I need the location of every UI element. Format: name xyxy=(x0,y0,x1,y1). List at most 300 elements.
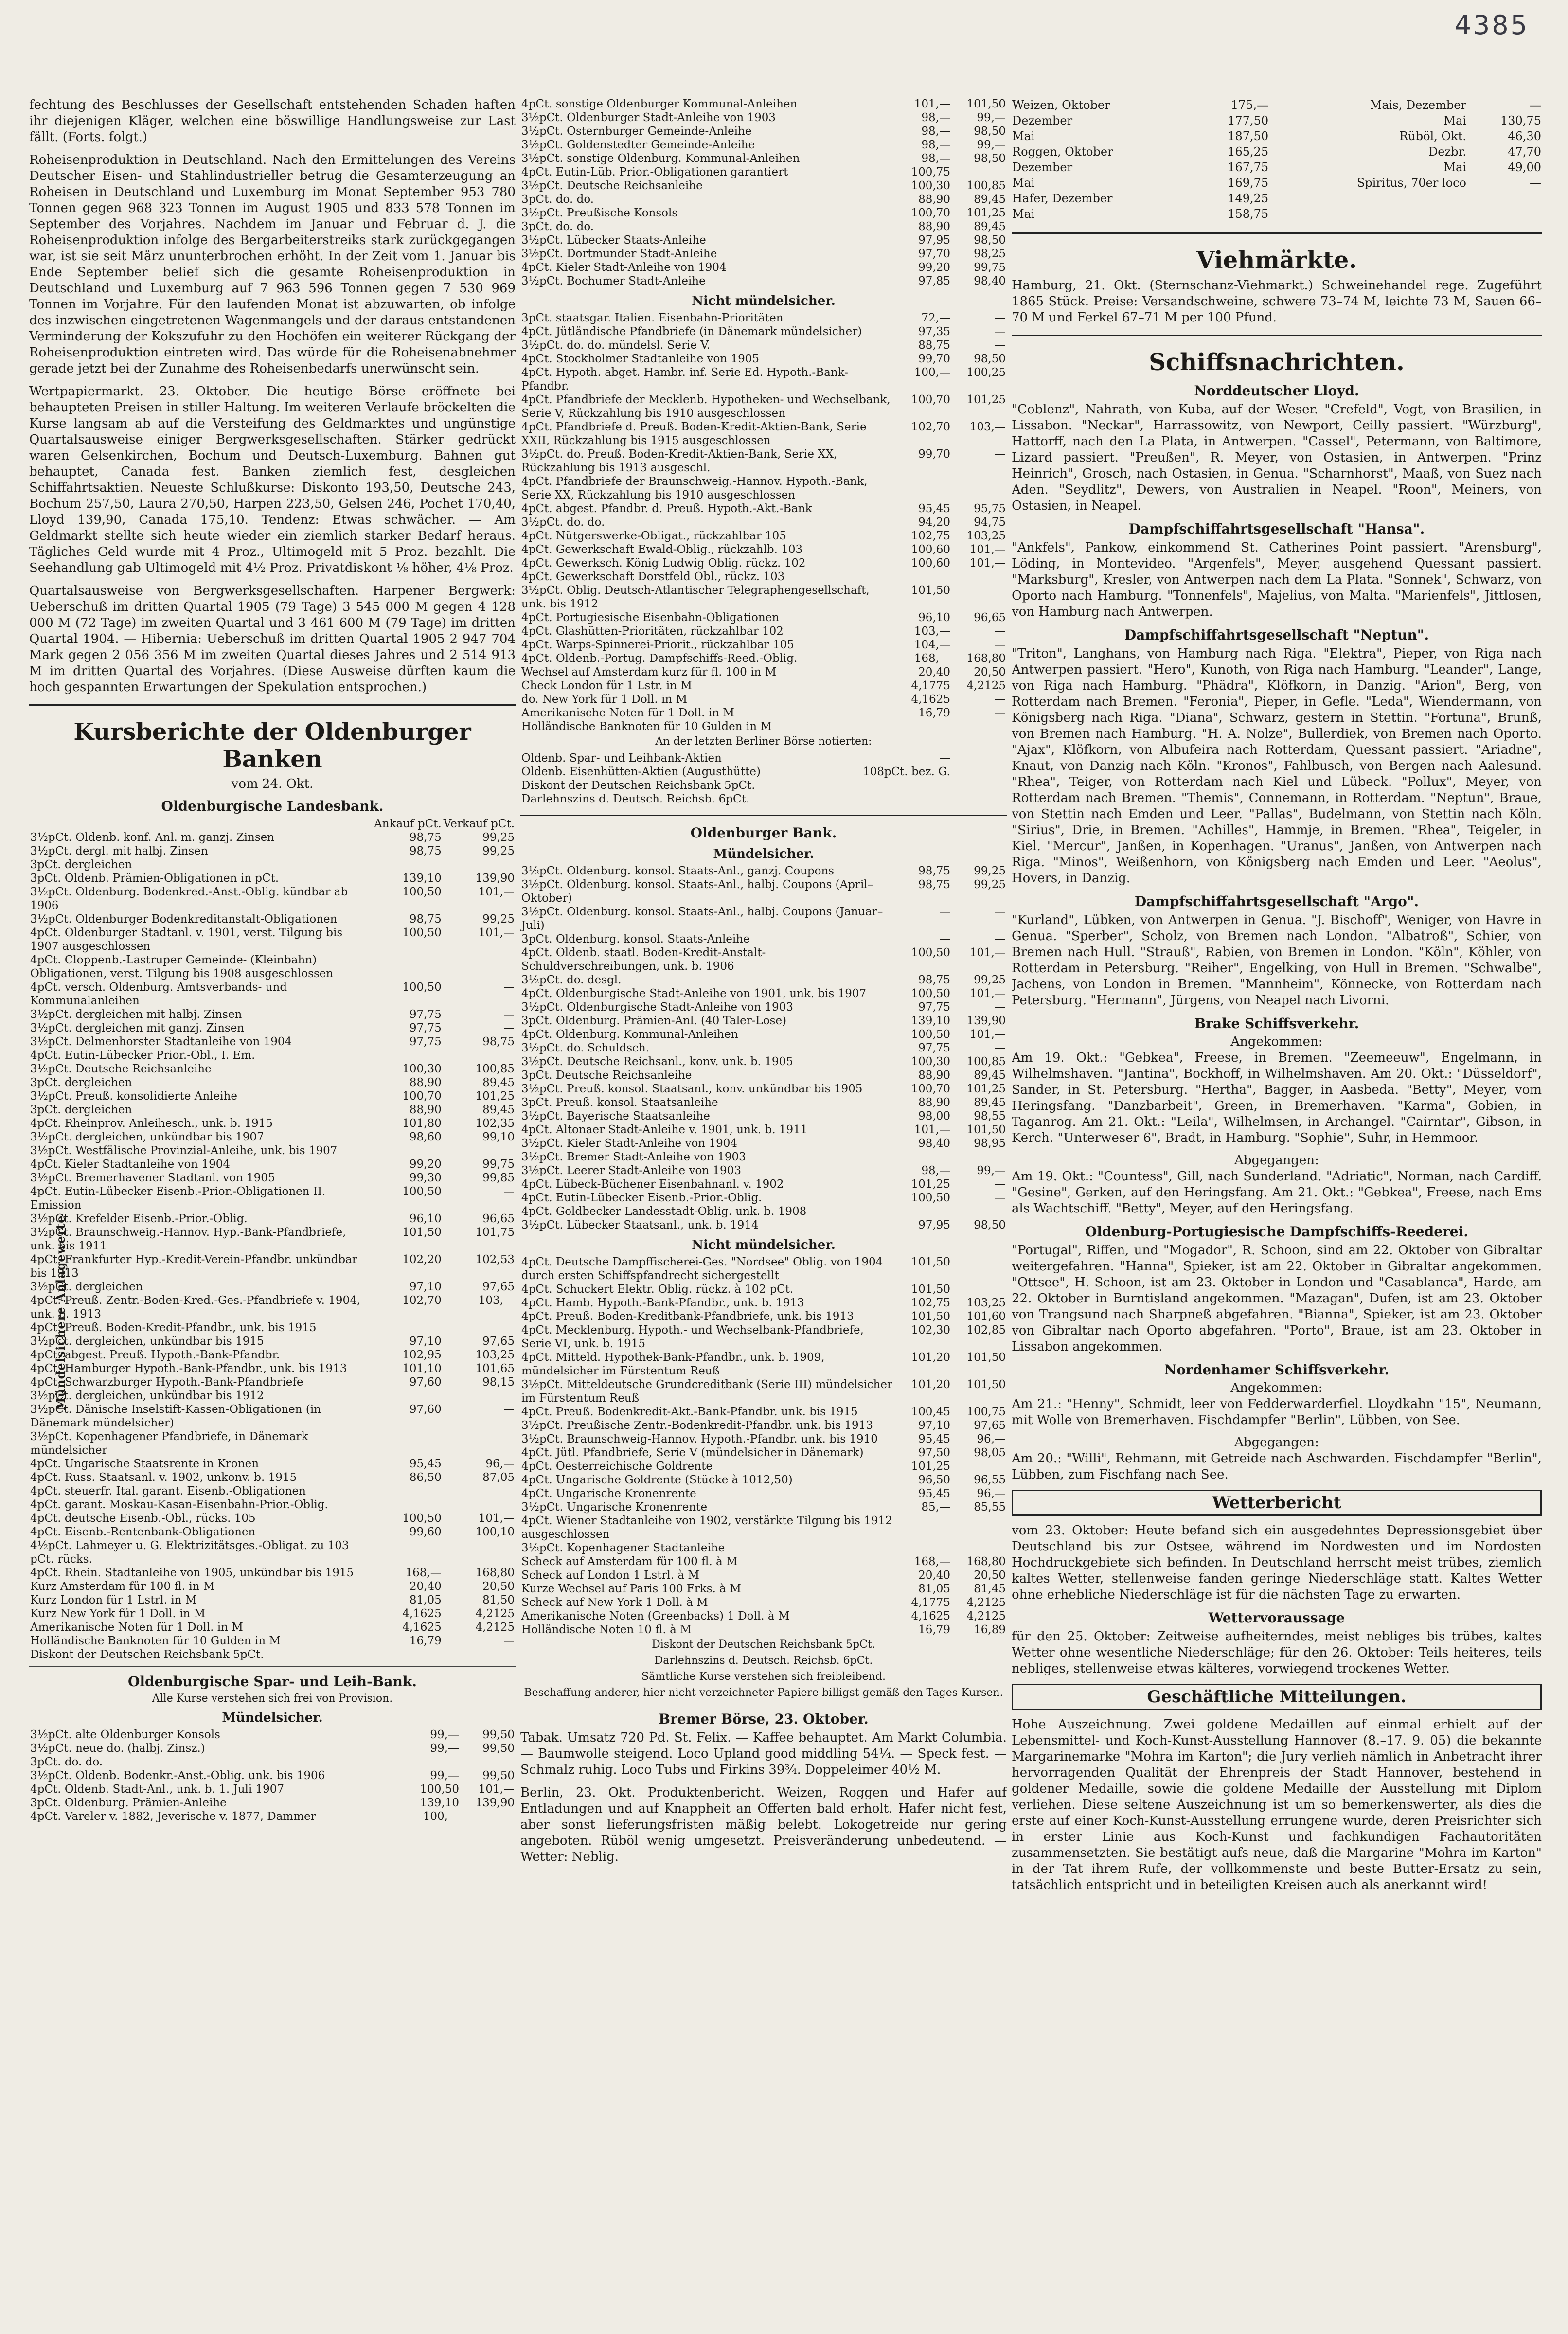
table-row xyxy=(520,1310,1007,1323)
price-cell: 97,95 xyxy=(918,234,950,247)
price-cell: Dezbr. xyxy=(1428,145,1466,159)
business-heading: Geschäftliche Mitteilungen. xyxy=(1012,1684,1542,1710)
table-row xyxy=(520,1473,1007,1487)
security-name: 4pCt. Hamb. Hypoth.-Bank-Pfandbr., unk. b. 1913 xyxy=(521,1297,804,1309)
price-cell: 99,25 xyxy=(974,974,1006,986)
security-name: Dezember xyxy=(1012,114,1073,127)
price-cell: 101,10 xyxy=(402,1362,442,1375)
table-row xyxy=(29,1117,516,1130)
rates-table xyxy=(520,97,1007,288)
price-cell: 86,50 xyxy=(409,1471,442,1484)
security-name: 3½pCt. Braunschweig.-Hannov. Hyp.-Bank-Pfandbriefe, unk. bis 1911 xyxy=(30,1226,346,1252)
price-cell: 98,— xyxy=(921,1164,950,1177)
price-cell: 87,05 xyxy=(482,1471,515,1484)
security-name: 3pCt. Oldenburg. konsol. Staats-Anleihe xyxy=(521,933,750,945)
rates-table xyxy=(29,817,516,1661)
table-row xyxy=(520,905,1007,932)
price-cell: 20,40 xyxy=(918,1569,950,1582)
table-row xyxy=(520,693,1007,706)
price-cell: — xyxy=(995,693,1006,706)
table-row xyxy=(29,1144,516,1158)
security-name: 4pCt. Eisenb.-Rentenbank-Obligationen xyxy=(30,1526,256,1538)
bank-name: Oldenburger Bank. xyxy=(690,825,837,841)
table-row xyxy=(520,751,1007,765)
table-row xyxy=(520,765,1007,779)
table-row xyxy=(520,475,1007,502)
column-2 xyxy=(520,97,1007,2315)
price-cell: 104,— xyxy=(914,639,950,651)
table-row xyxy=(29,1335,516,1348)
table-row xyxy=(520,1555,1007,1568)
table-row xyxy=(520,1541,1007,1555)
price-cell: 81,05 xyxy=(409,1594,442,1606)
table-row xyxy=(29,1512,516,1525)
security-name: 4pCt. Deutsche Dampffischerei-Ges. "Nordsee" Oblig. von 1904 durch ersten Schiffspfandrecht sichergestellt xyxy=(521,1256,883,1282)
price-cell xyxy=(443,1389,516,1403)
price-cell xyxy=(373,1049,443,1062)
price-cell xyxy=(951,165,1007,179)
price-cell: 95,45 xyxy=(918,1487,950,1500)
security-name: 3½pCt. dergleichen mit ganzj. Zinsen xyxy=(30,1022,245,1034)
table-row xyxy=(520,247,1007,261)
price-cell: 101,25 xyxy=(966,1083,1006,1095)
price-cell: — xyxy=(503,1022,515,1034)
price-cell: 102,85 xyxy=(966,1324,1006,1336)
security-name: 4pCt. sonstige Oldenburger Kommunal-Anleihen xyxy=(521,98,798,110)
price-cell xyxy=(1269,206,1467,222)
price-cell: — xyxy=(995,448,1006,461)
price-cell: 101,65 xyxy=(475,1362,515,1375)
price-cell: 168,80 xyxy=(475,1567,515,1579)
divider xyxy=(29,1666,516,1667)
table-row xyxy=(29,1035,516,1049)
price-cell: — xyxy=(995,1042,1006,1054)
price-cell: — xyxy=(939,752,950,765)
security-name: Amerikanische Noten für 1 Doll. in M xyxy=(30,1621,243,1634)
bank-footnote: Darlehnszins d. Deutsch. Reichsb. 6pCt. xyxy=(654,1655,873,1667)
security-name: 4pCt. deutsche Eisenb.-Obl., rücks. 105 xyxy=(30,1512,256,1525)
price-cell: 158,75 xyxy=(1228,207,1269,221)
price-cell xyxy=(951,751,1007,765)
table-row xyxy=(520,1000,1007,1014)
price-cell: 98,00 xyxy=(918,1110,950,1122)
security-name: Holländische Banknoten für 10 Gulden in M xyxy=(521,720,772,733)
rates-table xyxy=(520,311,1007,733)
security-name: Scheck auf London 1 Lstrl. à M xyxy=(521,1569,699,1582)
security-name: 3½pCt. do. do. xyxy=(521,516,605,529)
subsection-label: Mündelsicher. xyxy=(222,1710,323,1725)
price-cell xyxy=(443,1321,516,1335)
price-cell: 98,50 xyxy=(974,152,1006,165)
sub-label: Angekommen: xyxy=(1230,1381,1323,1395)
security-name: 3½pCt. Oblig. Deutsch-Atlantischer Telegraphengesellschaft, unk. bis 1912 xyxy=(521,584,870,610)
price-cell xyxy=(1467,191,1542,206)
table-row xyxy=(520,420,1007,447)
price-cell: 99,— xyxy=(977,139,1006,151)
price-cell: 16,79 xyxy=(409,1635,442,1647)
price-cell: 97,75 xyxy=(918,1001,950,1014)
price-cell: 100,85 xyxy=(966,179,1006,192)
table-row xyxy=(520,1177,1007,1191)
table-row xyxy=(520,1164,1007,1177)
table-row xyxy=(29,1321,516,1335)
price-cell: 101,50 xyxy=(966,98,1006,110)
price-cell: 99,— xyxy=(977,1164,1006,1177)
security-name: 4pCt. Hypoth. abget. Hambr. inf. Serie Ed. Hypoth.-Bank-Pfandbr. xyxy=(521,366,848,392)
price-cell: 100,70 xyxy=(911,207,950,219)
table-row xyxy=(29,1226,516,1253)
price-cell xyxy=(443,953,516,980)
price-cell: 167,75 xyxy=(1228,160,1269,174)
price-cell: 4,1775 xyxy=(911,679,950,692)
security-name: 4pCt. Jütländische Pfandbriefe (in Dänemark mündelsicher) xyxy=(521,325,862,338)
price-cell: 99,85 xyxy=(482,1172,515,1184)
rates-table xyxy=(520,864,1007,1232)
subsection-label: Nicht mündelsicher. xyxy=(692,1238,836,1252)
price-cell xyxy=(862,779,951,792)
company-heading: Dampfschiffahrtsgesellschaft "Argo". xyxy=(1134,893,1419,909)
price-cell: Mais, Dezember xyxy=(1370,98,1466,112)
security-name: 3½pCt. Kieler Stadt-Anleihe von 1904 xyxy=(521,1137,737,1150)
price-cell: Spiritus, 70er loco xyxy=(1356,176,1466,190)
security-name: 4pCt. Stockholmer Stadtanleihe von 1905 xyxy=(521,353,759,365)
table-row xyxy=(520,1460,1007,1473)
price-cell: 89,45 xyxy=(974,1069,1006,1082)
article-paragraph: Roheisenproduktion in Deutschland. Nach den Ermittelungen des Vereins Deutscher Eisen- und Stahlindustrieller betrug die Gesamterzeugung an Roheisen in Deutschland und Luxemburg im Monat September 953 780 Tonnen gegen 968 323 Tonnen im August 1905 und 833 578 Tonnen im September des Vorjahres. Nachdem im Januar und Februar d. J. die Roheisenproduktion infolge des Bergarbeiterstreiks stark zurückgegangen war, ist sie seit März ununterbrochen erhöht. In der Zeit vom 1. Januar bis Ende September belief sich die gesamte Roheisenproduktion in Deutschland und Luxemburg auf 7 963 596 Tonnen gegen 7 530 969 Tonnen im Vorjahre. Für den laufenden Monat ist abzuwarten, ob infolge des inzwischen eingetretenen Wagenmangels und der daraus entstandenen Verminderung der Kokszufuhr zu den Hochöfen ein weiterer Rückgang der Roheisenproduktion eintreten wird. Das würde für die Roheisenabnehmer gerade jetzt bei der Zunahme des Roheisenbedarfs unerwünscht sein. xyxy=(29,153,516,376)
bourse-note: An der letzten Berliner Börse notierten: xyxy=(655,735,872,748)
company-heading: Dampfschiffahrtsgesellschaft "Neptun". xyxy=(1124,627,1429,643)
security-name: 4pCt. Mecklenburg. Hypoth.- und Wechselbank-Pfandbriefe, Serie VI, unk. b. 1915 xyxy=(521,1324,864,1350)
price-cell: 99,25 xyxy=(482,831,515,844)
table-row xyxy=(520,1255,1007,1283)
security-name: 3½pCt. Preuß. konsolidierte Anleihe xyxy=(30,1090,237,1103)
security-name: 3½pCt. Oldenburger Bodenkreditanstalt-Obligationen xyxy=(30,913,338,926)
security-name: 4pCt. Oldenburger Stadtanl. v. 1901, verst. Tilgung bis 1907 ausgeschlossen xyxy=(30,926,343,953)
price-cell: 81,45 xyxy=(974,1583,1006,1595)
price-cell: 97,50 xyxy=(918,1446,950,1459)
price-cell: 101,— xyxy=(969,557,1006,570)
price-cell xyxy=(373,953,443,980)
table-row xyxy=(520,366,1007,393)
price-cell: 89,45 xyxy=(482,1104,515,1116)
price-cell: 20,50 xyxy=(974,666,1006,678)
business-text: Hohe Auszeichnung. Zwei goldene Medaillen auf einmal erhielt auf der Lebensmittel- und Koch-Kunst-Ausstellung Hannover (8.–17. 9. 05) die bekannte Margarinemarke "Mohra im Karton"; die Jury verlieh nämlich in Anbetracht ihrer hervorragenden Qualität der Ehrenpreis der Stadt Hannover, bestehend in goldener Medaille, sowie die goldene Medaille der Ausstellung mit Diplom verliehen. Diese seltene Auszeichnung ist um so bemerkenswerter, als dies die erste auf einer Koch-Kunst-Ausstellung errungene wurde, deren Preisrichter sich in erster Linie aus Koch-Kunst und fachkundigen Fachautoritäten zusammensetzten. Sie bestätigt aufs neue, daß die Margarine "Mohra im Karton" in der Tat ihrem Rufe, der vollkommenste und beste Butter-Ersatz zu sein, tatsächlich entspricht und in beteiligten Kreisen auch als anerkannt wird! xyxy=(1012,1717,1542,1892)
table-row xyxy=(520,1609,1007,1623)
table-row xyxy=(520,206,1007,220)
forecast-text: für den 25. Oktober: Zeitweise aufheiterndes, meist nebliges bis trübes, kaltes Wetter ohne wesentliche Niederschläge; für den 26. Oktober: Teils heiteres, teils nebliges, stellenweise etwas kälteres, vorwiegend trockenes Wetter. xyxy=(1012,1629,1542,1676)
table-row xyxy=(29,1742,516,1755)
security-name: Amerikanische Noten (Greenbacks) 1 Doll. à M xyxy=(521,1610,790,1622)
price-cell xyxy=(373,1389,443,1403)
price-cell: 20,50 xyxy=(974,1569,1006,1582)
price-cell: 4,2125 xyxy=(475,1607,515,1620)
security-name: 3½pCt. Ungarische Kronenrente xyxy=(521,1501,708,1514)
table-row xyxy=(520,1096,1007,1109)
price-cell: 47,70 xyxy=(1508,145,1541,159)
security-name: 3½pCt. Bremer Stadt-Anleihe von 1903 xyxy=(521,1151,746,1163)
security-name: 3½pCt. neue do. (halbj. Zinsz.) xyxy=(30,1742,205,1755)
security-name: 3½pCt. do. desgl. xyxy=(521,974,622,986)
table-row xyxy=(520,311,1007,325)
price-cell: 98,75 xyxy=(918,865,950,877)
market-text: Berlin, 23. Okt. Produktenbericht. Weizen, Roggen und Hafer auf Entladungen und auf Knappheit an Offerten bald erholt. Hafer nicht fest, aber sonst lieferungsfristen mäßig belebt. Lokogetreide nur gering angeboten. Rüböl wenig umgesetzt. Preisveränderung unbedeutend. — Wetter: Neblig. xyxy=(520,1785,1007,1864)
security-name: Check London für 1 Lstr. in M xyxy=(521,679,692,692)
security-name: Hafer, Dezember xyxy=(1012,192,1113,205)
security-name: 3pCt. do. do. xyxy=(521,193,594,206)
security-name: Kurze Wechsel auf Paris 100 Frks. à M xyxy=(521,1583,741,1595)
security-name: 4pCt. Kieler Stadt-Anleihe von 1904 xyxy=(521,261,727,274)
table-row xyxy=(520,125,1007,138)
security-name: 4pCt. Pfandbriefe d. Preuß. Boden-Kredit-Aktien-Bank, Serie XXII, Rückzahlung bis 1915 ausgeschlossen xyxy=(521,421,867,447)
price-cell: 98,60 xyxy=(409,1131,442,1143)
price-cell: 100,50 xyxy=(911,987,950,1000)
security-name: 4pCt. Warps-Spinnerei-Priorit., rückzahlbar 105 xyxy=(521,639,794,651)
price-cell: 102,53 xyxy=(475,1253,515,1266)
price-cell: 95,45 xyxy=(409,1458,442,1470)
security-name: 4pCt. Preuß. Boden-Kreditbank-Pfandbriefe, unk. bis 1913 xyxy=(521,1310,854,1323)
table-row xyxy=(29,1471,516,1484)
table-row xyxy=(520,1014,1007,1028)
price-cell: 88,90 xyxy=(918,220,950,233)
table-row xyxy=(520,1446,1007,1460)
table-row xyxy=(29,1457,516,1471)
security-name: 4pCt. Eutin-Lübecker Eisenb.-Prior.-Oblig. xyxy=(521,1192,762,1204)
price-cell: 103,25 xyxy=(966,1297,1006,1309)
price-cell: 96,55 xyxy=(974,1474,1006,1486)
price-cell: 100,85 xyxy=(966,1055,1006,1068)
section-date: vom 24. Okt. xyxy=(231,777,314,791)
table-row xyxy=(520,352,1007,366)
price-cell xyxy=(373,1648,443,1661)
price-cell xyxy=(951,792,1007,806)
price-cell: 100,50 xyxy=(402,1185,442,1198)
table-row xyxy=(29,1810,516,1823)
price-cell: 98,55 xyxy=(974,1110,1006,1122)
divider xyxy=(1012,335,1542,336)
security-name: 4pCt. Ungarische Goldrente (Stücke à 1012,50) xyxy=(521,1474,793,1486)
price-cell: 108pCt. bez. G. xyxy=(862,766,950,778)
price-cell: 100,50 xyxy=(911,1028,950,1041)
security-name: 4pCt. Glashütten-Prioritäten, rückzahlbar 102 xyxy=(521,625,784,638)
price-cell: 103,— xyxy=(969,421,1006,433)
table-row xyxy=(520,1137,1007,1150)
market-heading: Bremer Börse, 23. Oktober. xyxy=(659,1711,869,1727)
price-cell xyxy=(443,1049,516,1062)
security-name: 3pCt. dergleichen xyxy=(30,858,132,871)
table-row xyxy=(520,1028,1007,1041)
security-name: 4pCt. abgest. Pfandbr. d. Preuß. Hypoth.-Akt.-Bank xyxy=(521,502,812,515)
price-cell: 97,75 xyxy=(409,1035,442,1048)
subsection-label: Nicht mündelsicher. xyxy=(692,294,836,308)
price-cell xyxy=(896,475,951,502)
price-cell: 16,79 xyxy=(918,1623,950,1636)
security-name: 4pCt. Schwarzburger Hypoth.-Bank-Pfandbriefe xyxy=(30,1376,303,1389)
price-cell: 100,85 xyxy=(475,1063,515,1075)
price-cell: 97,70 xyxy=(918,248,950,260)
price-cell: 102,20 xyxy=(402,1253,442,1266)
table-row xyxy=(29,1008,516,1021)
security-name: 4pCt. Eutin-Lübecker Prior.-Obl., I. Em. xyxy=(30,1049,255,1062)
price-cell: 96,10 xyxy=(918,611,950,624)
security-name: 4pCt. Pfandbriefe der Mecklenb. Hypotheken- und Wechselbank, Serie V, Rückzahlung bis 1910 ausgeschlossen xyxy=(521,393,891,420)
security-name: Kurz London für 1 Lstrl. in M xyxy=(30,1594,197,1606)
price-cell: 139,90 xyxy=(966,1015,1006,1027)
price-cell: 98,50 xyxy=(974,353,1006,365)
price-cell: 149,25 xyxy=(1228,192,1269,205)
table-row xyxy=(520,1405,1007,1419)
price-cell: — xyxy=(995,906,1006,918)
security-name: 3½pCt. Deutsche Reichsanleihe xyxy=(521,179,703,192)
section-heading: Schiffsnachrichten. xyxy=(1149,349,1405,376)
price-cell: 97,65 xyxy=(974,1419,1006,1432)
table-row xyxy=(520,261,1007,274)
security-name: 4pCt. Eutin-Lübecker Eisenb.-Prior.-Obligationen II. Emission xyxy=(30,1185,326,1212)
table-row xyxy=(29,1621,516,1634)
security-name: Oldenb. Spar- und Leihbank-Aktien xyxy=(521,752,722,765)
table-row xyxy=(29,1212,516,1226)
security-name: 3½pCt. dergleichen mit halbj. Zinsen xyxy=(30,1008,242,1021)
bank-footnote: Beschaffung anderer, hier nicht verzeichneter Papiere billigst gemäß den Tages-Kursen. xyxy=(524,1687,1003,1699)
price-cell: 98,75 xyxy=(918,878,950,891)
page-number: 4385 xyxy=(1454,10,1529,40)
price-cell: 100,45 xyxy=(911,1406,950,1418)
table-row xyxy=(520,946,1007,973)
price-cell: 99,20 xyxy=(409,1158,442,1171)
article-paragraph: Wertpapiermarkt. 23. Oktober. Die heutige Börse eröffnete bei behaupteten Preisen in stiller Haltung. Im weiteren Verlaufe bröckelten die Kurse langsam ab auf die Versteifung des Geldmarktes und ungünstige Quartalsausweise einiger Bergwerksgesellschaften. Stärker gedrückt waren Gelsenkirchen, Bochum und Deutsch-Luxemburg. Bahnen gut behauptet, Canada fest. Banken ziemlich fest, desgleichen Schiffahrtsaktien. Neueste Schlußkurse: Diskonto 193,50, Deutsche 243, Bochum 257,50, Laura 270,50, Harpen 223,50, Gelsen 246, Pochet 170,40, Lloyd 139,90, Canada 175,10. Tendenz: Etwas schwächer. — Am Geldmarkt stellte sich heute wieder ein ziemlich starker Bedarf heraus. Tägliches Geld wurde mit 4 Proz., Ultimogeld mit 5 Proz. bezahlt. Die Seehandlung gab Ultimogeld mit 4½ Proz. Privatdiskont ⅛ höher, 4⅛ Proz. xyxy=(29,384,516,575)
price-cell: 100,50 xyxy=(402,981,442,994)
price-cell xyxy=(405,1755,460,1769)
table-row xyxy=(520,611,1007,624)
security-name: 3½pCt. Preuß. konsol. Staatsanl., konv. unkündbar bis 1905 xyxy=(521,1083,863,1095)
table-row xyxy=(29,872,516,885)
price-cell: 101,50 xyxy=(911,1283,950,1296)
price-cell: 100,75 xyxy=(966,1406,1006,1418)
table-row xyxy=(29,1728,516,1742)
table-row xyxy=(520,878,1007,905)
divider xyxy=(1012,232,1542,234)
security-name: 4pCt. Kieler Stadtanleihe von 1904 xyxy=(30,1158,231,1171)
table-row xyxy=(29,1021,516,1035)
price-cell xyxy=(373,1321,443,1335)
table-row xyxy=(520,1296,1007,1310)
table-row xyxy=(520,1568,1007,1582)
table-row xyxy=(520,638,1007,652)
price-cell: 102,75 xyxy=(911,1297,950,1309)
section-heading: Kursberichte der Oldenburger Banken xyxy=(73,718,471,773)
price-cell: 101,25 xyxy=(475,1090,515,1103)
price-cell: 4,2125 xyxy=(966,1596,1006,1609)
table-row xyxy=(520,1069,1007,1082)
price-cell: 98,— xyxy=(921,111,950,124)
price-cell: — xyxy=(995,1192,1006,1204)
security-name: 4pCt. Preuß. Bodenkredit-Akt.-Bank-Pfandbr. unk. bis 1915 xyxy=(521,1406,858,1418)
price-cell: 168,— xyxy=(914,1555,950,1568)
company-heading: Norddeutscher Lloyd. xyxy=(1194,383,1359,399)
price-cell: 98,15 xyxy=(482,1376,515,1389)
price-cell: 100,30 xyxy=(911,179,950,192)
price-cell: 99,25 xyxy=(974,878,1006,891)
security-name: 3½pCt. Dänische Inselstift-Kassen-Obligationen (in Dänemark mündelsicher) xyxy=(30,1403,321,1429)
security-name: 3½pCt. dergleichen, unkündbar bis 1912 xyxy=(30,1390,264,1402)
security-name: 3½pCt. dergleichen, unkündbar bis 1915 xyxy=(30,1335,264,1348)
security-name: Scheck auf Amsterdam für 100 fl. à M xyxy=(521,1555,738,1568)
table-row xyxy=(520,1351,1007,1378)
security-name: 3pCt. do. do. xyxy=(521,220,594,233)
table-row xyxy=(29,1171,516,1185)
price-cell: 101,— xyxy=(914,98,950,110)
sub-label: Abgegangen: xyxy=(1234,1153,1319,1168)
price-cell: 99,25 xyxy=(482,913,515,926)
security-name: Amerikanische Noten für 1 Doll. in M xyxy=(521,707,734,719)
weather-heading: Wetterbericht xyxy=(1012,1490,1542,1516)
rates-table xyxy=(520,751,1007,806)
price-cell: 97,75 xyxy=(409,1008,442,1021)
price-cell: — xyxy=(995,639,1006,651)
table-row xyxy=(29,831,516,844)
article-paragraph: "Portugal", Riffen, und "Mogador", R. Schoon, sind am 22. Oktober von Gibraltar weitergefahren. "Hanna", Spieker, ist am 22. Oktober in Gibraltar angekommen. "Ottsee", H. Schoon, ist am 23. Oktober in London und "Casablanca", Harde, am 22. Oktober in Burntisland angekommen. "Mazagan", Dufen, ist am 23. Oktober von Trangsund nach Sharpneß abgefahren. "Bianna", Spieker, ist am 23. Oktober von Gibraltar nach Oporto abgefahren. "Porto", Braue, ist am 23. Oktober in Lissabon angekommen. xyxy=(1012,1243,1542,1354)
price-cell: 139,10 xyxy=(911,1015,950,1027)
security-name: 3½pCt. Oldenburger Stadt-Anleihe von 1903 xyxy=(521,111,776,124)
security-name: 4pCt. Gewerkschaft Ewald-Oblig., rückzahlb. 103 xyxy=(521,543,803,556)
price-cell: 169,75 xyxy=(1228,176,1269,190)
table-row xyxy=(520,1082,1007,1096)
price-cell: 96,— xyxy=(977,1433,1006,1445)
price-cell: 94,75 xyxy=(974,516,1006,529)
price-cell: 97,10 xyxy=(918,1419,950,1432)
price-cell: 100,— xyxy=(423,1810,459,1823)
price-cell xyxy=(951,1541,1007,1555)
price-cell: 94,20 xyxy=(918,516,950,529)
price-cell: 102,70 xyxy=(402,1294,442,1307)
security-name: 4½pCt. Lahmeyer u. G. Elektrizitätsges.-Obligat. zu 103 pCt. rücks. xyxy=(30,1539,349,1566)
price-cell xyxy=(1269,191,1467,206)
table-row xyxy=(29,1103,516,1117)
table-row xyxy=(29,1294,516,1321)
price-cell: Mai xyxy=(1443,114,1466,127)
price-cell: 101,20 xyxy=(911,1351,950,1364)
price-cell xyxy=(951,1150,1007,1164)
price-cell xyxy=(443,1144,516,1158)
price-cell: 20,50 xyxy=(482,1580,515,1593)
security-name: 4pCt. Eutin-Lüb. Prior.-Obligationen garantiert xyxy=(521,166,788,178)
security-name: 3½pCt. Bochumer Stadt-Anleihe xyxy=(521,275,706,287)
table-row xyxy=(29,844,516,858)
price-cell: 97,10 xyxy=(409,1281,442,1293)
security-name: 4pCt. Rhein. Stadtanleihe von 1905, unkündbar bis 1915 xyxy=(30,1567,354,1579)
table-row xyxy=(520,111,1007,125)
price-cell: 101,— xyxy=(478,926,515,939)
price-cell: 101,75 xyxy=(475,1226,515,1239)
price-cell: — xyxy=(939,933,950,945)
price-cell: 98,— xyxy=(921,152,950,165)
price-cell xyxy=(862,792,951,806)
article-paragraph: Am 19. Okt.: "Gebkea", Freese, in Bremen. "Zeemeeuw", Engelmann, in Wilhelmshaven. "Jantina", Bockhoff, in Wilhelmshaven. Am 20. Okt.: "Düsseldorf", Sander, in St. Petersburg. "Hertha", Bagger, in Aasbeda. "Betty", Meyer, vom Heringsfang. "Danzbarbeit", Green, in Bremerhaven. "Karma", Gobien, in Taganrog. Am 21. Okt.: "Leila", Wilhelmsen, in Archangel. "Cairntar", Gibson, in Kerch. "Unterweser 6", Bradt, in Hamburg. "Sophie", Suhr, in Hemmoor. xyxy=(1012,1051,1542,1145)
price-cell: 99,— xyxy=(430,1769,459,1782)
table-row xyxy=(29,1580,516,1593)
price-cell: 98,— xyxy=(921,139,950,151)
price-cell: 100,60 xyxy=(911,557,950,570)
price-cell: 101,50 xyxy=(911,1256,950,1268)
price-cell: 20,40 xyxy=(409,1580,442,1593)
security-name: 3½pCt. Preußische Konsols xyxy=(521,207,678,219)
price-cell: 101,80 xyxy=(402,1117,442,1130)
column-1 xyxy=(29,97,516,2315)
price-cell: 72,— xyxy=(921,312,950,324)
price-cell: 97,65 xyxy=(482,1281,515,1293)
price-cell xyxy=(896,1150,951,1164)
table-row xyxy=(520,792,1007,806)
price-cell: 102,95 xyxy=(402,1349,442,1361)
